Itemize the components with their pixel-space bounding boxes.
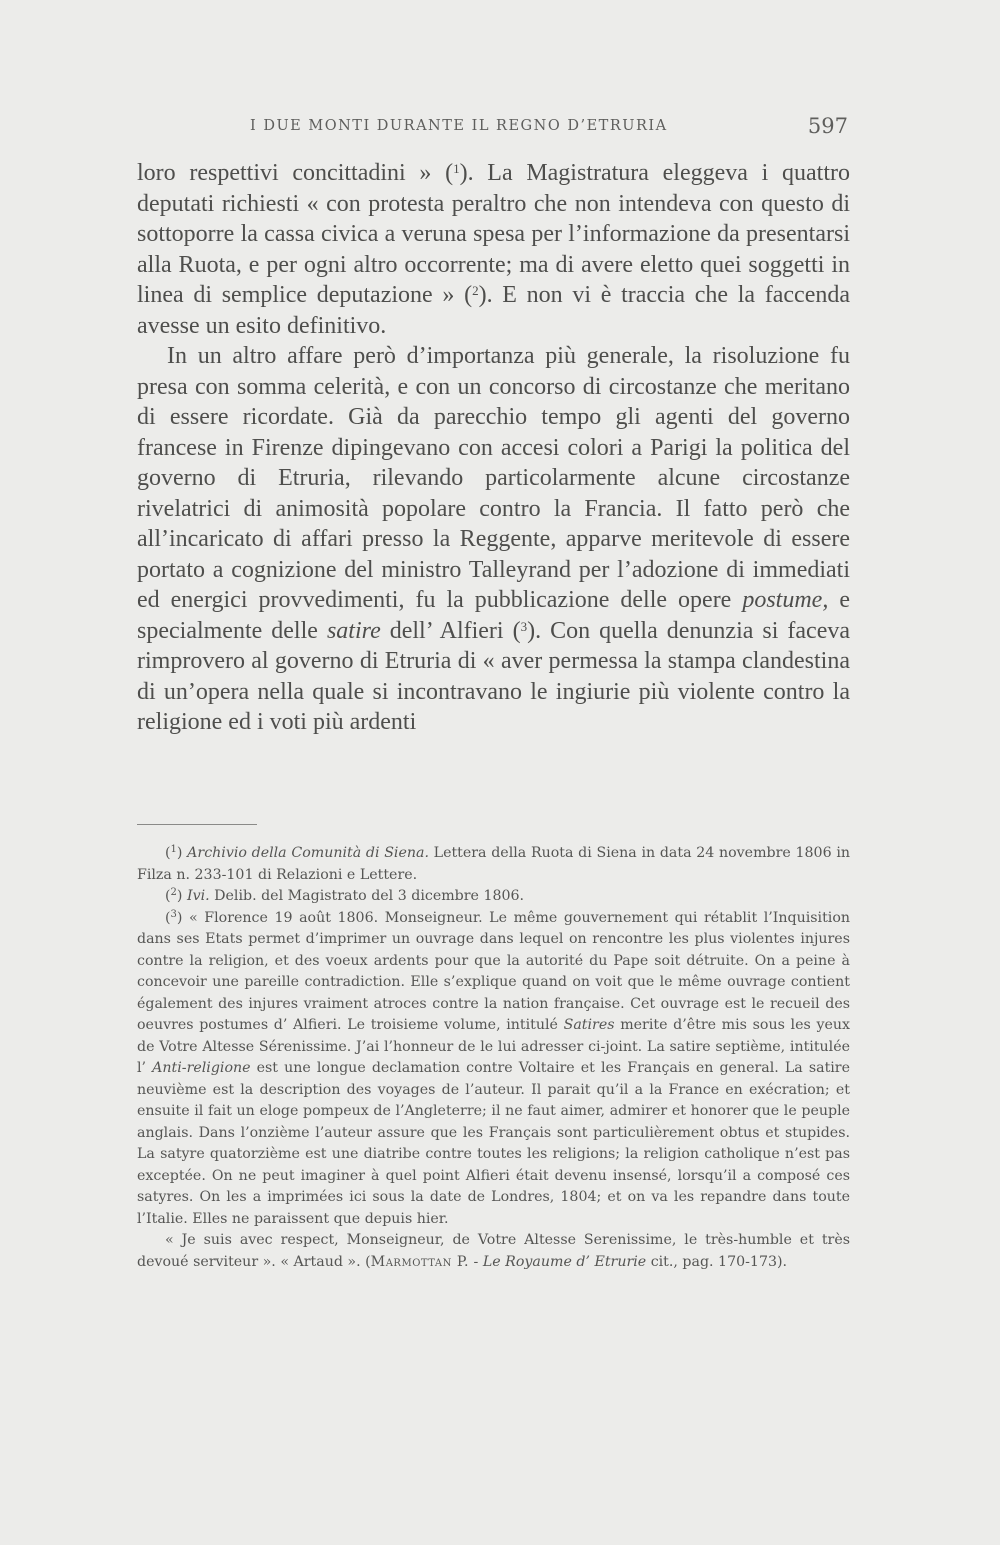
text-run: cit., pag. 170-173). bbox=[646, 1253, 788, 1270]
footnote: ($^3$) « Florence 19 août 1806. Monseigneur. Le même gouvernement qui rétablit l’Inquisition dans ses Etats permet d’imprimer un ouvrage dans lequel on rencontre les plus violentes injures contre la religion, et des voeux ardents pour que la autorité du Pape soit détruite. On a peine à concevoir une pareille contradiction. Elle s’explique quand on voit que le même ouvrage contient également des injures vraiment atroces contre la nation française. Cet ouvrage est le recueil des oeuvres postumes d’ Alfieri. Le troisieme volume, intitulé Satires merite d’être mis sous les yeux de Votre Altesse Sérenissime. J’ai l’honneur de le lui adresser ci-joint. La satire septième, intitulée l’ Anti-religione est une longue declamation contre Voltaire et les Français en general. La satire neuvième est la description des voyages de l’auteur. Il parait qu’il a la France en exécration; et ensuite il fait un eloge pompeux de l’Angleterre; il ne faut aimer, admirer et honorer que le peuple anglais. Dans l’onzième l’auteur assure que les Français sont particulièrement obtus et stupides. La satyre quatorzième est une diatribe contre toutes les religions; la religion catholique n’est pas exceptée. On ne peut imaginer à quel point Alfieri était devenu insensé, lorsqu’il a composé ces satyres. On les a imprimées ici sous la date de Londres, 1804; et on va les repandre dans toute l’Italie. Elles ne paraissent que depuis hier. bbox=[137, 908, 850, 1227]
italic-run: postume, bbox=[742, 587, 829, 613]
footnote-continuation bbox=[137, 1230, 850, 1273]
italic-run: Le Royaume d’ Etrurie bbox=[482, 1253, 647, 1270]
italic-run: Satires bbox=[563, 1017, 615, 1033]
footnote: ($^2$) Ivi. Delib. del Magistrato del 3 dicembre 1806. bbox=[165, 887, 525, 904]
text-run: « Florence 19 août 1806. Monseigneur. Le même gouvernement qui rétablit l’Inquisition dans ses Etats permet d’imprimer un ouvrage dans lequel on rencontre les plus violentes injures contre la religion, et des voeux ardents pour que la autorité du Pape soit détruite. On a peine à concevoir une pareille contradiction. Elle s’explique quand on voit que le même ouvrage contient également des injures vraiment atroces contre la nation française. Cet ouvrage est le recueil des oeuvres postumes d’ Alfieri. Le troisieme volume, intitulé bbox=[137, 909, 850, 1033]
text-run: ). Con quella denunzia si faceva rimprovero al governo di Etruria di « aver permessa la stampa clandestina di un’opera nella quale si incontravano le ingiurie più violente contro la religione ed i voti più ardenti bbox=[137, 617, 851, 735]
text-run: e specialmente delle bbox=[137, 587, 850, 644]
main-text bbox=[137, 158, 850, 738]
italic-run: Anti-religione bbox=[152, 1060, 251, 1076]
text-run: est une longue declamation contre Voltaire et les Français en general. La satire neuvième est la description des voyages de l’auteur. Il parait qu’il a la France en exécration; et ensuite il fait un eloge pompeux de l’Angleterre; il ne faut aimer, admirer et honorer que le peuple anglais. Dans l’onzième l’auteur assure que les Français sont particulièrement obtus et stupides. La satyre quatorzième est une diatribe contre toutes les religions; la religion catholique n’est pas exceptée. On ne peut imaginer à quel point Alfieri était devenu insensé, lorsqu’il a composé ces satyres. On les a imprimées ici sous la date de Londres, 1804; et on va les repandre dans toute l’Italie. Elles ne paraissent que depuis hier. bbox=[137, 1060, 850, 1227]
text-run: ). E non vi è traccia che la faccenda avesse un esito definitivo. bbox=[137, 282, 851, 339]
footnotes bbox=[137, 843, 850, 1273]
footnote-number: 2 bbox=[170, 887, 177, 898]
text-run: loro respettivi concittadini » ( bbox=[137, 160, 454, 186]
author-name: Marmottan P. bbox=[370, 1253, 470, 1270]
italic-run: satire bbox=[326, 617, 381, 644]
italic-run: Archivio della Comunità di Siena. bbox=[187, 845, 429, 861]
italic-run: Ivi. bbox=[186, 888, 210, 904]
text-run: In un altro affare però d’importanza più generale, la risoluzione fu presa con somma celerità, e con un concorso di circostanze che meritano di essere ricordate. Già da parecchio tempo gli agenti del governo francese in Firenze dipingevano con accesi colori a Parigi la politica del governo di Etruria, rilevando particolarmente alcune circostanze rivelatrici di animosità popolare contro la Francia. Il fatto però che all’incaricato di affari presso la Reggente, apparve meritevole di essere portato a cognizione del ministro Talleyrand per l’adozione di immediati ed energici provvedimenti, fu la pubblicazione delle opere bbox=[137, 343, 850, 613]
footnote-ref: 3 bbox=[520, 618, 528, 634]
footnote-number: 1 bbox=[170, 844, 177, 855]
page-number: 597 bbox=[807, 114, 848, 138]
paragraph bbox=[137, 341, 850, 738]
running-title: I DUE MONTI DURANTE IL REGNO D’ETRURIA bbox=[250, 118, 668, 134]
text-run: ). La Magistratura eleggeva i quattro deputati richiesti « con protesta peraltro che non intendeva con questo di sottoporre la cassa civica a veruna spesa per l’informazione da presentarsi alla Ruota, e per ogni altro occorrente; ma di avere eletto quei soggetti in linea di semplice deputazione » ( bbox=[137, 160, 850, 308]
footnote-number: 3 bbox=[170, 908, 177, 920]
text-run: Lettera della Ruota di Siena in data 24 novembre 1806 in Filza n. 233-101 di Relazioni e Lettere. bbox=[137, 845, 850, 883]
text-run: - bbox=[469, 1253, 483, 1270]
text-run: Delib. del Magistrato del 3 dicembre 1806. bbox=[209, 888, 525, 904]
footnote-ref: 1 bbox=[453, 161, 460, 176]
text-run: dell’ Alfieri ( bbox=[380, 617, 521, 644]
text-run: merite d’être mis sous les yeux de Votre Altesse Sérenissime. J’ai l’honneur de le lui adresser ci-joint. La satire septième, intitulée l’ bbox=[137, 1017, 850, 1076]
text-run: « Je suis avec respect, Monseigneur, de Votre Altesse Serenissime, le très-humble et très devoué serviteur ». « Artaud ». ( bbox=[137, 1232, 850, 1270]
footnote-rule bbox=[137, 824, 257, 825]
footnote-ref: 2 bbox=[472, 283, 479, 298]
paragraph bbox=[137, 158, 850, 341]
footnote: ($^1$) Archivio della Comunità di Siena. Lettera della Ruota di Siena in data 24 novembre 1806 in Filza n. 233-101 di Relazioni e Lettere. bbox=[137, 844, 850, 883]
